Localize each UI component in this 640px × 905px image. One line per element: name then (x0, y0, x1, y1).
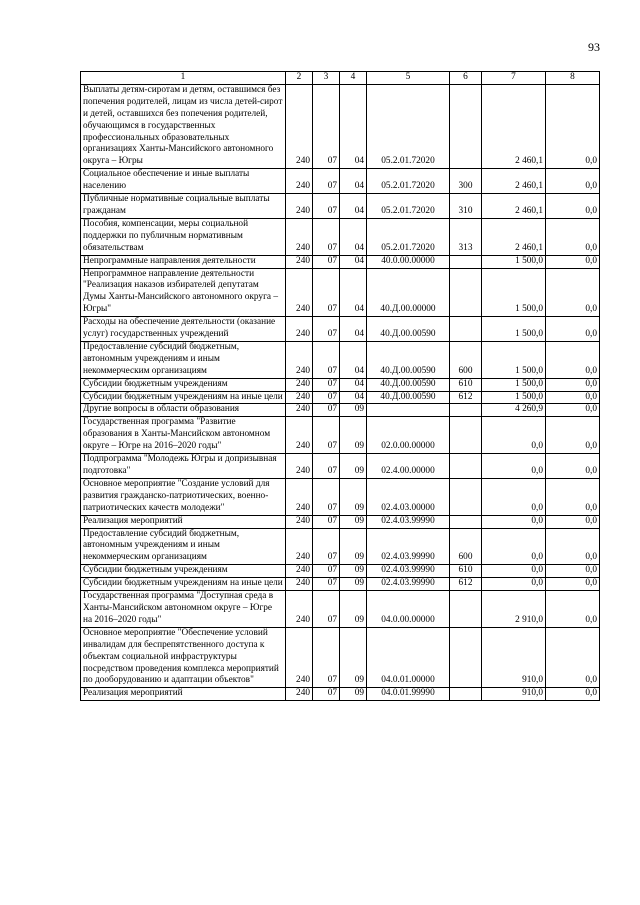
row-expense-type (450, 404, 482, 417)
row-expense-type: 610 (450, 565, 482, 578)
row-amount: 0,0 (482, 515, 546, 528)
row-name: Непрограммное направление деятельности "Реализация наказов избирателей депутатам Думы Ханты-Мансийского автономного округа – Югры" (81, 268, 286, 317)
row-name: Непрограммные направления деятельности (81, 255, 286, 268)
row-code-section: 07 (313, 454, 340, 479)
row-code-subsection: 04 (340, 268, 367, 317)
column-header: 3 (313, 72, 340, 85)
row-target-code: 02.4.03.99990 (367, 515, 450, 528)
table-row (81, 391, 600, 404)
table-row (81, 404, 600, 417)
table-row (81, 578, 600, 591)
row-expense-type: 612 (450, 391, 482, 404)
row-target-code: 40.Д.00.00590 (367, 317, 450, 342)
row-target-code: 02.4.03.99990 (367, 528, 450, 565)
row-amount: 0,0 (482, 528, 546, 565)
row-code-admin: 240 (286, 478, 313, 515)
row-amount-second: 0,0 (546, 688, 600, 701)
row-target-code: 40.Д.00.00590 (367, 341, 450, 378)
column-header: 7 (482, 72, 546, 85)
row-name: Реализация мероприятий (81, 515, 286, 528)
row-amount-second: 0,0 (546, 515, 600, 528)
row-code-subsection: 04 (340, 194, 367, 219)
row-amount: 2 460,1 (482, 84, 546, 168)
row-code-section: 07 (313, 84, 340, 168)
row-expense-type (450, 627, 482, 688)
row-code-subsection: 09 (340, 578, 367, 591)
row-target-code: 40.Д.00.00000 (367, 268, 450, 317)
row-code-admin: 240 (286, 404, 313, 417)
row-amount: 0,0 (482, 478, 546, 515)
row-amount: 1 500,0 (482, 378, 546, 391)
row-code-admin: 240 (286, 194, 313, 219)
row-code-admin: 240 (286, 84, 313, 168)
row-code-section: 07 (313, 565, 340, 578)
row-amount: 910,0 (482, 688, 546, 701)
row-name: Другие вопросы в области образования (81, 404, 286, 417)
row-code-section: 07 (313, 578, 340, 591)
row-code-subsection: 04 (340, 391, 367, 404)
table-row (81, 317, 600, 342)
row-expense-type (450, 591, 482, 628)
column-header: 8 (546, 72, 600, 85)
row-amount-second: 0,0 (546, 317, 600, 342)
row-code-admin: 240 (286, 417, 313, 454)
row-name: Государственная программа "Доступная среда в Ханты-Мансийском автономном округе – Югре на 2016–2020 годы" (81, 591, 286, 628)
row-code-subsection: 09 (340, 591, 367, 628)
row-name: Предоставление субсидий бюджетным, автономным учреждениям и иным некоммерческим организациям (81, 528, 286, 565)
row-expense-type: 610 (450, 378, 482, 391)
row-amount-second: 0,0 (546, 341, 600, 378)
table-row (81, 688, 600, 701)
row-target-code (367, 404, 450, 417)
row-code-section: 07 (313, 194, 340, 219)
row-target-code: 05.2.01.72020 (367, 169, 450, 194)
row-code-admin: 240 (286, 317, 313, 342)
row-name: Подпрограмма "Молодежь Югры и допризывная подготовка" (81, 454, 286, 479)
row-name: Социальное обеспечение и иные выплаты населению (81, 169, 286, 194)
row-amount-second: 0,0 (546, 194, 600, 219)
row-code-subsection: 09 (340, 404, 367, 417)
row-amount: 1 500,0 (482, 341, 546, 378)
column-header: 1 (81, 72, 286, 85)
row-amount-second: 0,0 (546, 255, 600, 268)
column-header: 2 (286, 72, 313, 85)
row-code-admin: 240 (286, 528, 313, 565)
row-target-code: 02.4.03.00000 (367, 478, 450, 515)
row-expense-type (450, 417, 482, 454)
row-amount-second: 0,0 (546, 378, 600, 391)
row-code-section: 07 (313, 317, 340, 342)
row-target-code: 04.0.01.99990 (367, 688, 450, 701)
row-name: Реализация мероприятий (81, 688, 286, 701)
row-name: Расходы на обеспечение деятельности (оказание услуг) государственных учреждений (81, 317, 286, 342)
row-code-subsection: 04 (340, 378, 367, 391)
row-code-section: 07 (313, 341, 340, 378)
row-code-section: 07 (313, 417, 340, 454)
row-code-section: 07 (313, 688, 340, 701)
row-expense-type: 313 (450, 218, 482, 255)
row-code-section: 07 (313, 268, 340, 317)
row-code-admin: 240 (286, 688, 313, 701)
row-target-code: 02.0.00.00000 (367, 417, 450, 454)
row-code-subsection: 09 (340, 515, 367, 528)
row-target-code: 05.2.01.72020 (367, 218, 450, 255)
row-code-admin: 240 (286, 268, 313, 317)
row-amount: 910,0 (482, 627, 546, 688)
row-amount-second: 0,0 (546, 528, 600, 565)
row-amount: 2 460,1 (482, 169, 546, 194)
row-amount: 4 260,9 (482, 404, 546, 417)
row-target-code: 02.4.03.99990 (367, 578, 450, 591)
row-name: Основное мероприятие "Обеспечение условий инвалидам для беспрепятственного доступа к объектам социальной инфраструктуры посредством проведения комплекса мероприятий по дооборудованию и адаптации объектов" (81, 627, 286, 688)
row-code-section: 07 (313, 591, 340, 628)
row-target-code: 40.0.00.00000 (367, 255, 450, 268)
table-row (81, 169, 600, 194)
table-row (81, 378, 600, 391)
row-amount-second: 0,0 (546, 218, 600, 255)
row-expense-type (450, 515, 482, 528)
row-target-code: 05.2.01.72020 (367, 84, 450, 168)
row-amount-second: 0,0 (546, 565, 600, 578)
row-amount: 1 500,0 (482, 391, 546, 404)
row-target-code: 02.4.03.99990 (367, 565, 450, 578)
table-row (81, 268, 600, 317)
row-code-admin: 240 (286, 341, 313, 378)
row-amount: 2 460,1 (482, 194, 546, 219)
budget-table (80, 71, 600, 701)
table-row (81, 515, 600, 528)
row-amount: 0,0 (482, 578, 546, 591)
row-amount-second: 0,0 (546, 591, 600, 628)
row-target-code: 04.0.01.00000 (367, 627, 450, 688)
row-expense-type (450, 255, 482, 268)
table-row (81, 341, 600, 378)
row-amount-second: 0,0 (546, 169, 600, 194)
row-expense-type (450, 478, 482, 515)
row-code-section: 07 (313, 255, 340, 268)
row-code-admin: 240 (286, 578, 313, 591)
row-code-admin: 240 (286, 454, 313, 479)
page-number: 93 (588, 40, 600, 54)
row-expense-type: 600 (450, 341, 482, 378)
table-row (81, 591, 600, 628)
row-target-code: 40.Д.00.00590 (367, 391, 450, 404)
row-name: Предоставление субсидий бюджетным, автономным учреждениям и иным некоммерческим организациям (81, 341, 286, 378)
row-code-subsection: 04 (340, 255, 367, 268)
row-expense-type: 300 (450, 169, 482, 194)
row-amount-second: 0,0 (546, 578, 600, 591)
table-row (81, 194, 600, 219)
table-row (81, 218, 600, 255)
row-amount: 2 460,1 (482, 218, 546, 255)
row-amount-second: 0,0 (546, 268, 600, 317)
row-code-subsection: 09 (340, 417, 367, 454)
table-row (81, 627, 600, 688)
row-code-admin: 240 (286, 391, 313, 404)
row-name: Субсидии бюджетным учреждениям на иные цели (81, 391, 286, 404)
row-target-code: 05.2.01.72020 (367, 194, 450, 219)
column-header: 5 (367, 72, 450, 85)
row-name: Субсидии бюджетным учреждениям (81, 565, 286, 578)
row-code-section: 07 (313, 515, 340, 528)
row-code-section: 07 (313, 218, 340, 255)
row-code-subsection: 09 (340, 627, 367, 688)
row-code-admin: 240 (286, 565, 313, 578)
column-header: 6 (450, 72, 482, 85)
row-expense-type: 612 (450, 578, 482, 591)
row-amount-second: 0,0 (546, 84, 600, 168)
table-row (81, 84, 600, 168)
row-code-subsection: 09 (340, 478, 367, 515)
row-expense-type (450, 317, 482, 342)
row-target-code: 04.0.00.00000 (367, 591, 450, 628)
row-code-admin: 240 (286, 591, 313, 628)
row-amount: 2 910,0 (482, 591, 546, 628)
row-code-section: 07 (313, 169, 340, 194)
row-expense-type (450, 84, 482, 168)
row-target-code: 40.Д.00.00590 (367, 378, 450, 391)
row-code-admin: 240 (286, 378, 313, 391)
row-name: Основное мероприятие "Создание условий для развития гражданско-патриотических, военно-патриотических качеств молодежи" (81, 478, 286, 515)
row-code-section: 07 (313, 404, 340, 417)
row-code-admin: 240 (286, 627, 313, 688)
row-code-section: 07 (313, 528, 340, 565)
row-code-admin: 240 (286, 255, 313, 268)
table-header-row (81, 72, 600, 85)
row-amount: 1 500,0 (482, 317, 546, 342)
row-code-admin: 240 (286, 218, 313, 255)
row-expense-type (450, 688, 482, 701)
row-amount: 0,0 (482, 454, 546, 479)
row-amount: 1 500,0 (482, 255, 546, 268)
row-code-subsection: 09 (340, 528, 367, 565)
row-amount: 0,0 (482, 565, 546, 578)
row-code-subsection: 04 (340, 84, 367, 168)
row-code-subsection: 04 (340, 169, 367, 194)
row-name: Государственная программа "Развитие образования в Ханты-Мансийском автономном округе – Югре на 2016–2020 годы" (81, 417, 286, 454)
row-amount-second: 0,0 (546, 404, 600, 417)
table-row (81, 478, 600, 515)
row-code-subsection: 04 (340, 218, 367, 255)
table-row (81, 565, 600, 578)
row-target-code: 02.4.00.00000 (367, 454, 450, 479)
row-name: Субсидии бюджетным учреждениям на иные цели (81, 578, 286, 591)
column-header: 4 (340, 72, 367, 85)
row-name: Публичные нормативные социальные выплаты гражданам (81, 194, 286, 219)
row-code-admin: 240 (286, 169, 313, 194)
row-code-section: 07 (313, 627, 340, 688)
row-amount-second: 0,0 (546, 391, 600, 404)
table-row (81, 417, 600, 454)
row-expense-type: 600 (450, 528, 482, 565)
row-code-subsection: 09 (340, 565, 367, 578)
row-code-admin: 240 (286, 515, 313, 528)
row-code-subsection: 09 (340, 454, 367, 479)
table-row (81, 255, 600, 268)
row-amount-second: 0,0 (546, 478, 600, 515)
row-expense-type: 310 (450, 194, 482, 219)
row-name: Субсидии бюджетным учреждениям (81, 378, 286, 391)
row-code-section: 07 (313, 391, 340, 404)
table-row (81, 454, 600, 479)
row-amount: 0,0 (482, 417, 546, 454)
row-code-section: 07 (313, 478, 340, 515)
row-amount: 1 500,0 (482, 268, 546, 317)
row-expense-type (450, 268, 482, 317)
table-row (81, 528, 600, 565)
row-name: Выплаты детям-сиротам и детям, оставшимся без попечения родителей, лицам из числа детей-сирот и детей, оставшихся без попечения родителей, обучающимся в государственных профессиональных образовательных организациях Ханты-Мансийского автономного округа – Югры (81, 84, 286, 168)
row-code-subsection: 04 (340, 341, 367, 378)
row-code-section: 07 (313, 378, 340, 391)
row-amount-second: 0,0 (546, 417, 600, 454)
row-code-subsection: 04 (340, 317, 367, 342)
row-code-subsection: 09 (340, 688, 367, 701)
row-amount-second: 0,0 (546, 627, 600, 688)
row-expense-type (450, 454, 482, 479)
row-name: Пособия, компенсации, меры социальной поддержки по публичным нормативным обязательствам (81, 218, 286, 255)
row-amount-second: 0,0 (546, 454, 600, 479)
